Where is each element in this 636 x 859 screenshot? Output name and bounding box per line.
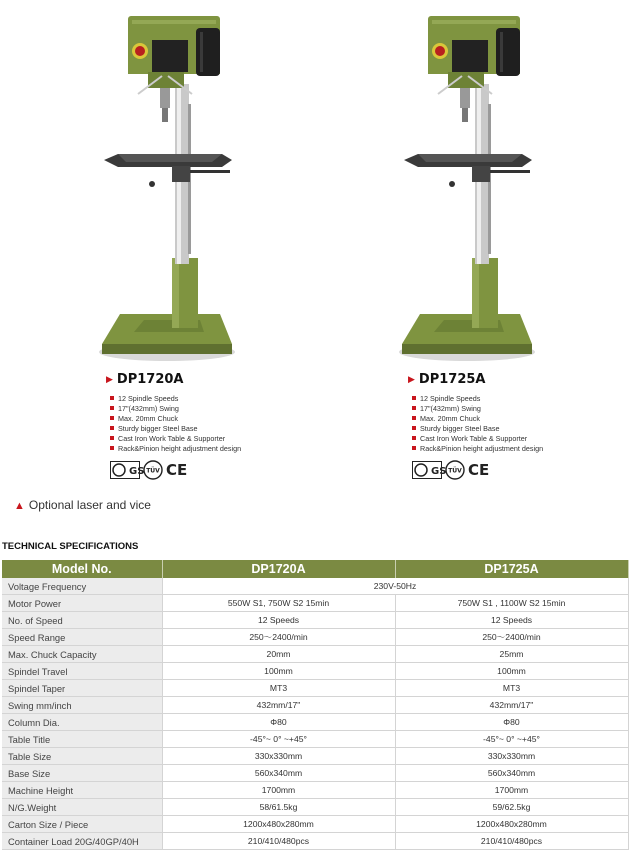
table-row [2, 714, 628, 731]
row-value-b: -45°~ 0° ~+45° [395, 731, 628, 748]
row-value-b: 432mm/17" [395, 697, 628, 714]
tuv-mark-icon [143, 460, 163, 480]
row-label: Spindel Taper [2, 680, 162, 697]
drill-press-image [392, 14, 542, 364]
model-title: ▶ DP1725A [408, 372, 486, 387]
gs-mark-icon [412, 461, 447, 479]
row-value-b: 250～2400/min [395, 629, 628, 646]
row-value-a: 560x340mm [162, 765, 395, 782]
row-value-a: 250～2400/min [162, 629, 395, 646]
row-value-a: 550W S1, 750W S2 15min [162, 595, 395, 612]
feature-item: Sturdy bigger Steel Base [110, 424, 241, 434]
row-value-b: 12 Speeds [395, 612, 628, 629]
table-header-row [2, 560, 628, 578]
feature-item: 17"(432mm) Swing [110, 404, 241, 414]
row-value-a: Φ80 [162, 714, 395, 731]
svg-text:GS: GS [431, 466, 447, 477]
optional-note: ▲ Optional laser and vice [14, 498, 151, 512]
row-label: Container Load 20G/40GP/40H [2, 833, 162, 850]
table-row [2, 612, 628, 629]
svg-text:GS: GS [129, 466, 145, 477]
feature-item: Max. 20mm Chuck [110, 414, 241, 424]
header-model-no: Model No. [2, 560, 162, 578]
table-row [2, 663, 628, 680]
row-label: Max. Chuck Capacity [2, 646, 162, 663]
row-value-a: 20mm [162, 646, 395, 663]
row-label: Machine Height [2, 782, 162, 799]
model-title: ▶ DP1720A [106, 372, 184, 387]
row-label: Speed Range [2, 629, 162, 646]
row-value-b: 1700mm [395, 782, 628, 799]
ce-mark-icon: CE [166, 461, 188, 479]
row-value-b: MT3 [395, 680, 628, 697]
row-value-b: 330x330mm [395, 748, 628, 765]
feature-item: Max. 20mm Chuck [412, 414, 543, 424]
row-label: N/G.Weight [2, 799, 162, 816]
table-row [2, 629, 628, 646]
gs-mark-icon [110, 461, 145, 479]
spec-table [2, 560, 629, 850]
svg-text:TÜV: TÜV [448, 467, 462, 475]
table-row [2, 578, 628, 595]
row-value-b: 25mm [395, 646, 628, 663]
row-value-a: MT3 [162, 680, 395, 697]
table-row [2, 765, 628, 782]
feature-item: 17"(432mm) Swing [412, 404, 543, 414]
table-row [2, 833, 628, 850]
feature-item: Cast Iron Work Table & Supporter [412, 434, 543, 444]
table-row [2, 731, 628, 748]
drill-press-image [92, 14, 242, 364]
product-card-right [300, 0, 600, 490]
product-card-left [0, 0, 300, 490]
feature-item: Sturdy bigger Steel Base [412, 424, 543, 434]
row-value-a: 1700mm [162, 782, 395, 799]
feature-item: Cast Iron Work Table & Supporter [110, 434, 241, 444]
row-label: Table Title [2, 731, 162, 748]
section-title: TECHNICAL SPECIFICATIONS [2, 541, 139, 552]
row-value-a: 210/410/480pcs [162, 833, 395, 850]
table-row [2, 816, 628, 833]
feature-item: 12 Spindle Speeds [110, 394, 241, 404]
table-row [2, 799, 628, 816]
row-label: Spindel Travel [2, 663, 162, 680]
row-label: Swing mm/inch [2, 697, 162, 714]
warning-triangle-icon: ▲ [14, 500, 25, 512]
row-value-b: 210/410/480pcs [395, 833, 628, 850]
table-row [2, 697, 628, 714]
row-label: Base Size [2, 765, 162, 782]
table-row [2, 680, 628, 697]
feature-item: 12 Spindle Speeds [412, 394, 543, 404]
table-row [2, 595, 628, 612]
row-value-a: -45°~ 0° ~+45° [162, 731, 395, 748]
row-label: Voltage Frequency [2, 578, 162, 595]
row-label: Column Dia. [2, 714, 162, 731]
row-value-b: 100mm [395, 663, 628, 680]
row-value-b: 59/62.5kg [395, 799, 628, 816]
row-value-b: 750W S1 , 1100W S2 15min [395, 595, 628, 612]
row-label: Carton Size / Piece [2, 816, 162, 833]
row-value-b: Φ80 [395, 714, 628, 731]
feature-item: Rack&Pinion height adjustment design [412, 444, 543, 454]
svg-text:TÜV: TÜV [146, 467, 160, 475]
header-dp1720a: DP1720A [162, 560, 395, 578]
row-value-a: 12 Speeds [162, 612, 395, 629]
row-value-a: 432mm/17" [162, 697, 395, 714]
row-value-a: 330x330mm [162, 748, 395, 765]
row-value-a: 100mm [162, 663, 395, 680]
certification-marks [412, 459, 489, 481]
table-row [2, 748, 628, 765]
row-label: No. of Speed [2, 612, 162, 629]
row-value-b: 560x340mm [395, 765, 628, 782]
table-row [2, 646, 628, 663]
header-dp1725a: DP1725A [395, 560, 628, 578]
certification-marks [110, 459, 187, 481]
row-value-a: 58/61.5kg [162, 799, 395, 816]
feature-list [412, 394, 543, 454]
row-label: Motor Power [2, 595, 162, 612]
row-value: 230V-50Hz [162, 578, 628, 595]
row-value-b: 1200x480x280mm [395, 816, 628, 833]
row-value-a: 1200x480x280mm [162, 816, 395, 833]
ce-mark-icon: CE [468, 461, 490, 479]
table-row [2, 782, 628, 799]
feature-list [110, 394, 241, 454]
feature-item: Rack&Pinion height adjustment design [110, 444, 241, 454]
tuv-mark-icon [445, 460, 465, 480]
row-label: Table Size [2, 748, 162, 765]
